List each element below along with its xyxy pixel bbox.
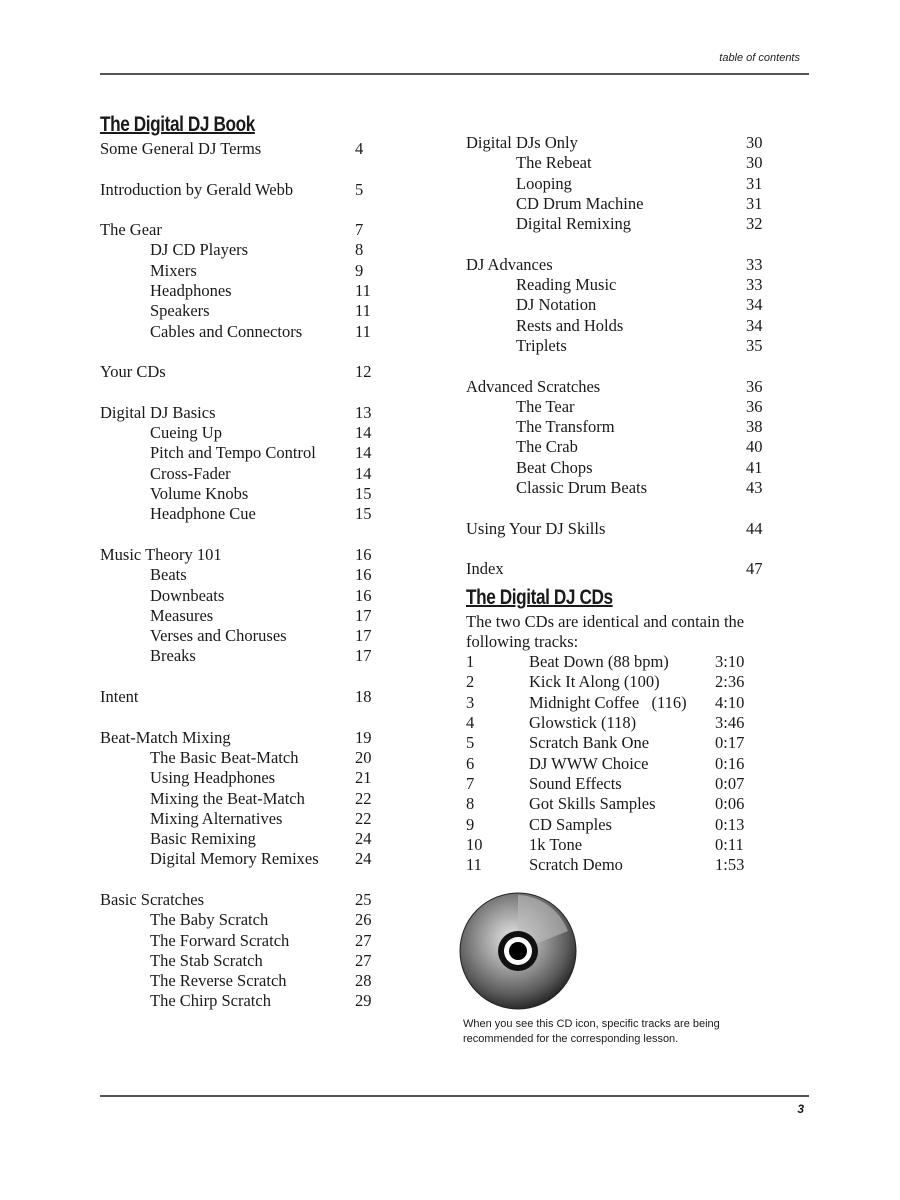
- toc-right-column: [463, 133, 766, 1047]
- cd-icon-caption: When you see this CD icon, specific tracks are being recommended for the corresponding lesson.: [463, 1018, 720, 1046]
- toc-entry-title: Digital Memory Remixes: [150, 849, 319, 869]
- toc-list-left: [100, 139, 375, 1012]
- toc-entry-page: 33: [746, 275, 763, 295]
- track-name: Scratch Demo: [529, 855, 623, 875]
- toc-entry-title: Pitch and Tempo Control: [150, 443, 316, 463]
- track-duration: 0:13: [715, 814, 745, 834]
- toc-entry-page: 25: [355, 889, 372, 909]
- toc-subentry: [466, 478, 766, 498]
- toc-entry-page: 19: [355, 727, 372, 747]
- toc-subentry: [100, 565, 375, 585]
- toc-entry-page: 21: [355, 768, 372, 788]
- toc-entry: [100, 220, 375, 240]
- toc-left-column: [100, 113, 375, 1012]
- toc-entry-page: 14: [355, 463, 372, 483]
- toc-entry-title: Looping: [516, 173, 572, 193]
- toc-entry-title: Digital DJ Basics: [100, 402, 216, 422]
- track-number: 5: [466, 733, 475, 753]
- toc-entry: [100, 728, 375, 748]
- toc-entry-page: 34: [746, 315, 763, 335]
- toc-gap: [100, 200, 375, 220]
- toc-entry-page: 17: [355, 605, 372, 625]
- toc-entry-page: 11: [355, 281, 371, 301]
- track-name: Glowstick (118): [529, 713, 637, 733]
- toc-entry-page: 44: [746, 518, 763, 538]
- toc-entry-title: Cross-Fader: [150, 463, 231, 483]
- track-duration: 0:06: [715, 794, 745, 814]
- toc-subentry: [100, 951, 375, 971]
- toc-entry-page: 24: [355, 829, 372, 849]
- toc-gap: [466, 356, 766, 376]
- toc-entry-page: 47: [746, 559, 763, 579]
- toc-entry-page: 12: [355, 362, 372, 382]
- track-duration: 0:11: [715, 834, 744, 854]
- page-number: 3: [797, 1102, 804, 1116]
- toc-entry-title: Your CDs: [100, 362, 166, 382]
- toc-subentry: [100, 931, 375, 951]
- toc-entry-page: 14: [355, 423, 372, 443]
- track-number: 3: [466, 692, 475, 712]
- toc-entry-page: 36: [746, 396, 763, 416]
- toc-subentry: [466, 417, 766, 437]
- toc-entry: [466, 255, 766, 275]
- toc-entry-title: Introduction by Gerald Webb: [100, 179, 294, 199]
- toc-subentry: [466, 336, 766, 356]
- track-duration: 1:53: [715, 855, 745, 875]
- toc-entry-page: 43: [746, 478, 763, 498]
- toc-entry-page: 41: [746, 457, 763, 477]
- toc-subentry: [466, 316, 766, 336]
- track-number: 4: [466, 713, 475, 733]
- track-row: [466, 815, 766, 835]
- toc-entry-title: Classic Drum Beats: [516, 478, 648, 498]
- toc-entry-title: The Forward Scratch: [150, 930, 290, 950]
- track-row: [466, 835, 766, 855]
- toc-entry: [466, 133, 766, 153]
- track-number: 6: [466, 753, 475, 773]
- toc-entry-page: 17: [355, 626, 372, 646]
- toc-subentry: [100, 240, 375, 260]
- toc-entry-page: 7: [355, 220, 364, 240]
- toc-entry-page: 18: [355, 687, 372, 707]
- toc-entry: [100, 180, 375, 200]
- toc-subentry: [100, 301, 375, 321]
- track-row: [466, 693, 766, 713]
- toc-subentry: [466, 295, 766, 315]
- toc-entry-page: 35: [746, 335, 763, 355]
- toc-entry-page: 29: [355, 991, 372, 1011]
- toc-entry-page: 9: [355, 260, 364, 280]
- toc-entry-page: 15: [355, 484, 372, 504]
- bottom-rule: [100, 1095, 809, 1097]
- toc-entry-page: 16: [355, 565, 372, 585]
- track-duration: 0:17: [715, 733, 745, 753]
- toc-entry-title: The Reverse Scratch: [150, 971, 287, 991]
- toc-entry-page: 4: [355, 139, 364, 158]
- toc-entry: [100, 139, 375, 159]
- toc-entry-page: 8: [355, 240, 364, 260]
- toc-entry-title: Basic Scratches: [100, 889, 205, 909]
- toc-entry: [100, 890, 375, 910]
- toc-subentry: [100, 971, 375, 991]
- toc-gap: [466, 539, 766, 559]
- track-number: 8: [466, 794, 475, 814]
- toc-entry-title: Triplets: [516, 335, 567, 355]
- toc-entry-title: Beat Chops: [516, 457, 593, 477]
- track-number: 2: [466, 672, 475, 692]
- toc-entry-page: 36: [746, 376, 763, 396]
- toc-entry-page: 38: [746, 417, 763, 437]
- toc-entry-title: Intent: [100, 687, 139, 707]
- toc-entry-page: 30: [746, 133, 763, 152]
- toc-entry-page: 34: [746, 295, 763, 315]
- toc-entry-title: Digital DJs Only: [466, 133, 578, 152]
- toc-entry: [466, 559, 766, 579]
- toc-subentry: [466, 437, 766, 457]
- track-row: [466, 855, 766, 875]
- track-number: 9: [466, 814, 475, 834]
- track-row: [466, 754, 766, 774]
- toc-gap: [466, 234, 766, 254]
- toc-entry-title: Downbeats: [150, 585, 225, 605]
- toc-subentry: [100, 910, 375, 930]
- toc-gap: [100, 383, 375, 403]
- toc-entry-title: The Baby Scratch: [150, 910, 269, 930]
- toc-entry-title: DJ Notation: [516, 295, 597, 315]
- toc-subentry: [100, 261, 375, 281]
- toc-entry-page: 32: [746, 214, 763, 234]
- toc-entry-title: Volume Knobs: [150, 484, 249, 504]
- toc-subentry: [100, 322, 375, 342]
- toc-subentry: [100, 809, 375, 829]
- toc-entry-page: 40: [746, 437, 763, 457]
- toc-entry-page: 27: [355, 930, 372, 950]
- toc-entry-title: Verses and Choruses: [150, 626, 287, 646]
- toc-entry-page: 5: [355, 179, 364, 199]
- toc-entry-title: Using Headphones: [150, 768, 276, 788]
- track-duration: 2:36: [715, 672, 745, 692]
- toc-entry: [100, 687, 375, 707]
- toc-gap: [100, 667, 375, 687]
- toc-entry-page: 11: [355, 321, 371, 341]
- track-row: [466, 774, 766, 794]
- toc-subentry: [466, 194, 766, 214]
- toc-entry-page: 30: [746, 153, 763, 173]
- toc-entry-title: Measures: [150, 605, 214, 625]
- toc-subentry: [466, 275, 766, 295]
- toc-subentry: [100, 464, 375, 484]
- toc-entry-title: Speakers: [150, 301, 210, 321]
- top-rule: [100, 73, 809, 75]
- track-row: [466, 794, 766, 814]
- track-duration: 4:10: [715, 692, 745, 712]
- toc-entry-page: 26: [355, 910, 372, 930]
- track-name: Got Skills Samples: [529, 794, 656, 814]
- toc-entry-page: 15: [355, 504, 372, 524]
- toc-entry-page: 28: [355, 971, 372, 991]
- track-duration: 0:07: [715, 773, 745, 793]
- toc-entry-title: Digital Remixing: [516, 214, 632, 234]
- toc-entry-title: DJ CD Players: [150, 240, 249, 260]
- track-name: CD Samples: [529, 814, 612, 834]
- toc-gap: [100, 707, 375, 727]
- toc-entry: [100, 545, 375, 565]
- track-duration: 3:10: [715, 652, 745, 672]
- toc-gap: [100, 525, 375, 545]
- toc-entry: [100, 362, 375, 382]
- toc-subentry: [466, 153, 766, 173]
- track-list: [466, 652, 766, 875]
- toc-entry-title: Cueing Up: [150, 423, 222, 443]
- track-name: Sound Effects: [529, 773, 622, 793]
- toc-entry-title: The Chirp Scratch: [150, 991, 271, 1011]
- track-row: [466, 652, 766, 672]
- toc-entry-title: Beat-Match Mixing: [100, 727, 231, 747]
- toc-entry-title: The Crab: [516, 437, 578, 457]
- toc-subentry: [100, 829, 375, 849]
- toc-list-right: [466, 133, 766, 580]
- toc-entry-title: Rests and Holds: [516, 315, 624, 335]
- toc-entry-title: Mixing Alternatives: [150, 808, 283, 828]
- toc-entry: [466, 519, 766, 539]
- toc-entry-title: Cables and Connectors: [150, 321, 303, 341]
- toc-subentry: [100, 423, 375, 443]
- toc-entry-title: Advanced Scratches: [466, 376, 601, 396]
- track-name: 1k Tone: [529, 834, 583, 854]
- toc-entry-title: Using Your DJ Skills: [466, 518, 606, 538]
- toc-entry-page: 14: [355, 443, 372, 463]
- toc-entry-page: 20: [355, 747, 372, 767]
- toc-entry-title: Beats: [150, 565, 187, 585]
- track-row: [466, 713, 766, 733]
- toc-entry-title: Reading Music: [516, 275, 617, 295]
- toc-gap: [466, 498, 766, 518]
- toc-entry-page: 31: [746, 173, 763, 193]
- track-number: 7: [466, 773, 475, 793]
- toc-gap: [100, 159, 375, 179]
- toc-entry-page: 31: [746, 193, 763, 213]
- toc-entry-title: Index: [466, 559, 504, 579]
- toc-entry-title: The Basic Beat-Match: [150, 747, 299, 767]
- track-name: Beat Down (88 bpm): [529, 652, 669, 672]
- track-duration: 3:46: [715, 713, 745, 733]
- track-name: Midnight Coffee (116): [529, 692, 687, 712]
- toc-gap: [100, 342, 375, 362]
- toc-entry: [100, 403, 375, 423]
- toc-subentry: [466, 214, 766, 234]
- track-row: [466, 672, 766, 692]
- toc-entry-title: The Transform: [516, 417, 615, 437]
- toc-entry-title: The Stab Scratch: [150, 950, 263, 970]
- toc-gap: [100, 870, 375, 890]
- toc-entry-title: Basic Remixing: [150, 829, 256, 849]
- toc-subentry: [100, 281, 375, 301]
- toc-entry-page: 27: [355, 950, 372, 970]
- toc-entry-title: The Rebeat: [516, 153, 592, 173]
- toc-entry-title: Some General DJ Terms: [100, 139, 262, 158]
- toc-entry-page: 16: [355, 544, 372, 564]
- toc-entry-title: CD Drum Machine: [516, 193, 644, 213]
- toc-subentry: [100, 849, 375, 869]
- track-duration: 0:16: [715, 753, 745, 773]
- toc-subentry: [100, 626, 375, 646]
- toc-entry: [466, 377, 766, 397]
- toc-subentry: [100, 646, 375, 666]
- toc-entry-title: Music Theory 101: [100, 544, 222, 564]
- toc-entry-title: The Tear: [516, 396, 575, 416]
- toc-subentry: [100, 504, 375, 524]
- toc-entry-title: Headphones: [150, 281, 232, 301]
- toc-subentry: [466, 397, 766, 417]
- track-number: 11: [466, 855, 482, 875]
- toc-entry-title: Headphone Cue: [150, 504, 256, 524]
- toc-entry-title: Breaks: [150, 646, 196, 666]
- track-number: 10: [466, 834, 483, 854]
- toc-subentry: [100, 586, 375, 606]
- toc-subentry: [466, 458, 766, 478]
- track-row: [466, 733, 766, 753]
- toc-subentry: [100, 606, 375, 626]
- track-name: DJ WWW Choice: [529, 753, 649, 773]
- toc-entry-title: Mixing the Beat-Match: [150, 788, 305, 808]
- toc-entry-page: 24: [355, 849, 372, 869]
- toc-entry-page: 16: [355, 585, 372, 605]
- cds-intro: The two CDs are identical and contain the following tracks:: [466, 611, 745, 651]
- toc-entry-page: 13: [355, 402, 372, 422]
- toc-subentry: [100, 748, 375, 768]
- toc-subentry: [100, 443, 375, 463]
- cds-section-title: The Digital DJ CDs: [466, 585, 613, 609]
- track-name: Kick It Along (100): [529, 672, 660, 692]
- toc-subentry: [100, 789, 375, 809]
- toc-entry-page: 22: [355, 808, 372, 828]
- track-name: Scratch Bank One: [529, 733, 650, 753]
- toc-entry-title: The Gear: [100, 220, 162, 240]
- track-number: 1: [466, 652, 475, 672]
- toc-entry-page: 22: [355, 788, 372, 808]
- toc-subentry: [100, 484, 375, 504]
- toc-subentry: [100, 768, 375, 788]
- cd-icon: [458, 891, 578, 1011]
- toc-entry-title: Mixers: [150, 260, 197, 280]
- running-header: table of contents: [719, 52, 800, 64]
- toc-subentry: [466, 174, 766, 194]
- toc-entry-page: 17: [355, 646, 372, 666]
- book-section-title: The Digital DJ Book: [100, 113, 255, 136]
- toc-subentry: [100, 991, 375, 1011]
- toc-entry-page: 33: [746, 254, 763, 274]
- toc-entry-title: DJ Advances: [466, 254, 553, 274]
- toc-entry-page: 11: [355, 301, 371, 321]
